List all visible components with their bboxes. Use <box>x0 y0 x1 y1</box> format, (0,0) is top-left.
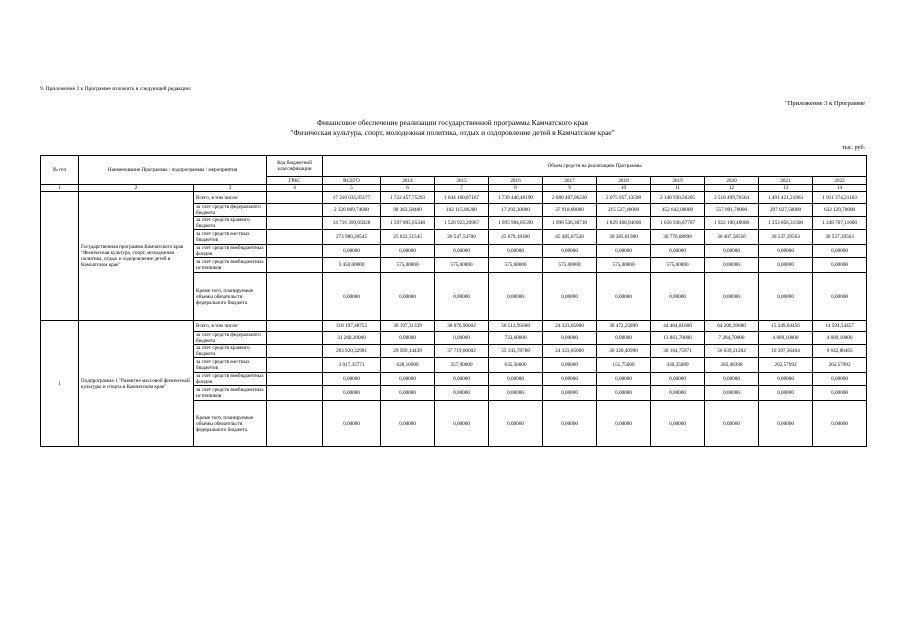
header-grbs: ГРБС <box>267 177 323 185</box>
amount-cell: 24 323,65000 <box>543 321 597 332</box>
amount-cell: 15 349,04456 <box>759 321 813 332</box>
amount-cell: 64 206,39680 <box>705 321 759 332</box>
grbs-cell <box>267 321 323 332</box>
amount-cell: 0,00000 <box>489 386 543 401</box>
amount-cell: 1 829 468,94698 <box>597 217 651 230</box>
column-index: 13 <box>759 185 813 192</box>
amount-cell: 4 689,10000 <box>813 332 867 345</box>
amount-cell: 0,00000 <box>435 401 489 447</box>
amount-cell: 0,00000 <box>597 245 651 258</box>
amount-cell: 0,00000 <box>381 373 435 386</box>
amount-cell: 31 260,20000 <box>323 332 381 345</box>
funding-source-label: за счет средств федерального бюджета <box>194 204 267 217</box>
amount-cell: 24 323,65000 <box>543 345 597 358</box>
amount-cell: 13 863,70000 <box>651 332 705 345</box>
amount-cell: 30 537,39563 <box>813 230 867 245</box>
header-year: 2016 <box>489 177 543 185</box>
column-index: 10 <box>597 185 651 192</box>
amount-cell: 0,00000 <box>323 401 381 447</box>
amount-cell: 0,00000 <box>381 273 435 321</box>
grbs-cell <box>267 386 323 401</box>
amount-cell: 1 520 923,20967 <box>435 217 489 230</box>
header-num: № п/п <box>41 156 79 185</box>
subprogram-name: Подпрограмма 1 "Развитие массовой физической культуры и спорта в Камчатском крае" <box>79 321 194 447</box>
amount-cell: 0,00000 <box>705 401 759 447</box>
amount-cell: 0,00000 <box>435 373 489 386</box>
grbs-cell <box>267 373 323 386</box>
amount-cell: 0,00000 <box>489 401 543 447</box>
amount-cell: 10 397,36464 <box>759 345 813 358</box>
header-volume: Объем средств на реализацию Программы <box>323 156 867 177</box>
amount-cell: 55 143,78788 <box>489 345 543 358</box>
amount-cell: 30 385,81900 <box>597 230 651 245</box>
document-title: Финансовое обеспечение реализации государственной программы Камчатского края <box>317 118 588 127</box>
amount-cell: 7 284,70000 <box>705 332 759 345</box>
amount-cell: 0,00000 <box>813 373 867 386</box>
amount-cell: 0,00000 <box>489 245 543 258</box>
column-index: 11 <box>651 185 705 192</box>
amount-cell: 0,00000 <box>435 386 489 401</box>
funding-source-label: Всего, в том числе: <box>194 192 267 204</box>
amount-cell: 0,00000 <box>597 386 651 401</box>
header-total: ВСЕГО <box>323 177 381 185</box>
amount-cell: 44 464,81660 <box>651 321 705 332</box>
column-index: 8 <box>489 185 543 192</box>
amount-cell: 436,35689 <box>651 358 705 373</box>
funding-source-label: Кроме того, планируемые объемы обязательств федерального бюджета <box>194 401 267 447</box>
amount-cell: 30 776,08898 <box>651 230 705 245</box>
header-year: 2021 <box>759 177 813 185</box>
grbs-cell <box>267 192 323 204</box>
amount-cell: 37 910,00000 <box>543 204 597 217</box>
funding-source-label: за счет средств местных бюджетов <box>194 230 267 245</box>
grbs-cell <box>267 230 323 245</box>
amount-cell: 0,00000 <box>759 245 813 258</box>
amount-cell: 0,00000 <box>705 258 759 273</box>
amount-cell: 0,00000 <box>759 386 813 401</box>
header-year: 2018 <box>597 177 651 185</box>
amount-cell: 2 075 957,13598 <box>597 192 651 204</box>
funding-source-label: за счет средств внебюджетных источников <box>194 258 267 273</box>
amount-cell: 0,00000 <box>651 273 705 321</box>
amount-cell: 0,00000 <box>543 273 597 321</box>
amount-cell: 1 644 160,87167 <box>435 192 489 204</box>
amount-cell: 0,00000 <box>323 273 381 321</box>
header-year: 2020 <box>705 177 759 185</box>
amount-cell: 45 485,67520 <box>543 230 597 245</box>
amount-cell: 0,00000 <box>543 386 597 401</box>
amount-cell: 56 512,95668 <box>489 321 543 332</box>
amount-cell: 0,00000 <box>381 386 435 401</box>
amount-cell: 215 527,40000 <box>597 204 651 217</box>
amount-cell: 0,00000 <box>381 332 435 345</box>
header-year: 2022 <box>813 177 867 185</box>
amount-cell: 17 292,30000 <box>489 204 543 217</box>
amount-cell: 0,00000 <box>597 401 651 447</box>
amount-cell: 9 642,86465 <box>813 345 867 358</box>
amount-cell: 0,00000 <box>597 332 651 345</box>
amount-cell: 56 639,21282 <box>705 345 759 358</box>
amount-cell: 1 491 421,21063 <box>759 192 813 204</box>
grbs-cell <box>267 345 323 358</box>
amount-cell: 0,00000 <box>323 386 381 401</box>
amount-cell: 0,00000 <box>435 245 489 258</box>
grbs-cell <box>267 273 323 321</box>
header-year: 2017 <box>543 177 597 185</box>
amount-cell: 357,90000 <box>435 358 489 373</box>
amount-cell: 283 920,32981 <box>323 345 381 358</box>
amount-cell: 0,00000 <box>813 386 867 401</box>
header-year: 2019 <box>651 177 705 185</box>
amount-cell: 0,00000 <box>759 273 813 321</box>
program-name: Государственная программа Камчатского края "Физическая культура, спорт, молодежная политика, отдых и оздоровление детей в Камчатском крае" <box>79 192 194 321</box>
amount-cell: 0,00000 <box>543 245 597 258</box>
amount-cell: 102 115,06200 <box>435 204 489 217</box>
grbs-cell <box>267 358 323 373</box>
amount-cell: 29 569,14439 <box>381 345 435 358</box>
amount-cell: 0,00000 <box>759 258 813 273</box>
financing-table <box>40 155 867 447</box>
column-index: 6 <box>381 185 435 192</box>
amount-cell: 557 991,70000 <box>705 204 759 217</box>
grbs-cell <box>267 401 323 447</box>
amount-cell: 3 450,00000 <box>323 258 381 273</box>
amount-cell: 575,00000 <box>597 258 651 273</box>
amount-cell: 1 656 936,87707 <box>651 217 705 230</box>
grbs-cell <box>267 245 323 258</box>
amount-cell: 1 911 374,21163 <box>813 192 867 204</box>
funding-source-label: за счет средств внебюджетных источников <box>194 386 267 401</box>
amount-cell: 0,00000 <box>651 373 705 386</box>
funding-source-label: за счет средств краевого бюджета <box>194 345 267 358</box>
column-index: 5 <box>323 185 381 192</box>
amount-cell: 273 980,20545 <box>323 230 381 245</box>
amount-cell: 14 594,54457 <box>813 321 867 332</box>
amount-cell: 262,57992 <box>813 358 867 373</box>
amount-cell: 1 248 707,11600 <box>813 217 867 230</box>
column-index: 4 <box>267 185 323 192</box>
table-row <box>41 192 867 204</box>
header-name: Наименование Программы / подпрограммы / мероприятия <box>79 156 267 185</box>
subprogram-number: 1 <box>41 321 79 447</box>
amount-cell: 1 597 895,65348 <box>381 217 435 230</box>
amount-cell: 0,00000 <box>543 373 597 386</box>
amount-cell: 14 716 399,05028 <box>323 217 381 230</box>
amount-cell: 2 140 930,56205 <box>651 192 705 204</box>
amount-cell: 1 253 856,31500 <box>759 217 813 230</box>
amount-cell: 151,75000 <box>597 358 651 373</box>
program-number <box>41 192 79 321</box>
amount-cell: 0,00000 <box>759 401 813 447</box>
header-year: 2014 <box>381 177 435 185</box>
amount-cell: 37 719,00602 <box>435 345 489 358</box>
amount-cell: 0,00000 <box>543 332 597 345</box>
header-year: 2015 <box>435 177 489 185</box>
amount-cell: 0,00000 <box>597 373 651 386</box>
amount-cell: 0,00000 <box>813 273 867 321</box>
amount-cell: 20 547,54700 <box>435 230 489 245</box>
amount-cell: 575,00000 <box>489 258 543 273</box>
amount-cell: 207 027,50000 <box>759 204 813 217</box>
grbs-cell <box>267 332 323 345</box>
amount-cell: 632 129,70000 <box>813 204 867 217</box>
amount-cell: 2 510 499,76564 <box>705 192 759 204</box>
grbs-cell <box>267 217 323 230</box>
amount-cell: 0,00000 <box>489 373 543 386</box>
amount-cell: 0,00000 <box>435 332 489 345</box>
amount-cell: 575,00000 <box>435 258 489 273</box>
amount-cell: 0,00000 <box>759 373 813 386</box>
amount-cell: 30 197,31339 <box>381 321 435 332</box>
amount-cell: 0,00000 <box>323 245 381 258</box>
amount-cell: 1 922 100,48008 <box>705 217 759 230</box>
amount-cell: 0,00000 <box>323 373 381 386</box>
amount-cell: 25 623,51545 <box>381 230 435 245</box>
amount-cell: 25 679,18300 <box>489 230 543 245</box>
funding-source-label: Всего, в том числе: <box>194 321 267 332</box>
column-index: 12 <box>705 185 759 192</box>
amount-cell: 0,00000 <box>543 358 597 373</box>
amount-cell: 0,00000 <box>705 386 759 401</box>
amount-cell: 0,00000 <box>543 401 597 447</box>
unit-label: тыс. руб. <box>842 145 865 151</box>
amount-cell: 17 310 635,95177 <box>323 192 381 204</box>
amount-cell: 0,00000 <box>813 258 867 273</box>
amount-cell: 30 407,58556 <box>705 230 759 245</box>
amount-cell: 0,00000 <box>813 245 867 258</box>
amount-cell: 4 689,10000 <box>759 332 813 345</box>
amount-cell: 282,48398 <box>705 358 759 373</box>
amount-cell: 0,00000 <box>705 245 759 258</box>
funding-source-label: Кроме того, планируемые объемы обязательств федерального бюджета <box>194 273 267 321</box>
amount-cell: 0,00000 <box>381 245 435 258</box>
amount-cell: 1 996 536,38710 <box>543 217 597 230</box>
header-code: Код бюджетной классификации <box>267 156 323 177</box>
grbs-cell <box>267 204 323 217</box>
column-index: 14 <box>813 185 867 192</box>
amount-cell: 0,00000 <box>381 401 435 447</box>
column-index: 2 <box>79 185 194 192</box>
funding-source-label: за счет средств федерального бюджета <box>194 332 267 345</box>
amount-cell: 0,00000 <box>651 401 705 447</box>
funding-source-label: за счет средств внебюджетных фондов <box>194 373 267 386</box>
amount-cell: 318 197,48752 <box>323 321 381 332</box>
column-index: 7 <box>435 185 489 192</box>
amount-cell: 0,00000 <box>813 401 867 447</box>
amount-cell: 0,00000 <box>705 273 759 321</box>
amount-cell: 30 472,25890 <box>597 321 651 332</box>
column-index: 9 <box>543 185 597 192</box>
amount-cell: 98 363,58400 <box>381 204 435 217</box>
amount-cell: 2 320 809,74600 <box>323 204 381 217</box>
funding-source-label: за счет средств краевого бюджета <box>194 217 267 230</box>
table-row <box>41 321 867 332</box>
amount-cell: 30 537,39563 <box>759 230 813 245</box>
column-index: 1 <box>41 185 79 192</box>
amount-cell: 1 739 440,40190 <box>489 192 543 204</box>
amount-cell: 635,56000 <box>489 358 543 373</box>
amount-cell: 0,00000 <box>651 386 705 401</box>
amount-cell: 262,57992 <box>759 358 813 373</box>
amount-cell: 0,00000 <box>651 245 705 258</box>
amount-cell: 1 695 984,05590 <box>489 217 543 230</box>
amount-cell: 0,00000 <box>597 273 651 321</box>
column-index: 3 <box>194 185 267 192</box>
document-subtitle: "Физическая культура, спорт, молодежная политика, отдых и оздоровление детей в Камчатском крае" <box>290 128 615 137</box>
amount-cell: 38 076,90602 <box>435 321 489 332</box>
intro-text: 9. Приложение 3 к Программе изложить в следующей редакции: <box>40 86 192 92</box>
amount-cell: 30 164,75971 <box>651 345 705 358</box>
amount-cell: 575,00000 <box>381 258 435 273</box>
annex-label: "Приложение 3 к Программе <box>785 100 865 107</box>
funding-source-label: за счет средств местных бюджетов <box>194 358 267 373</box>
amount-cell: 575,00000 <box>543 258 597 273</box>
amount-cell: 2 080 407,06230 <box>543 192 597 204</box>
amount-cell: 0,00000 <box>489 273 543 321</box>
amount-cell: 30 320,40990 <box>597 345 651 358</box>
amount-cell: 3 017,35771 <box>323 358 381 373</box>
amount-cell: 575,00000 <box>651 258 705 273</box>
amount-cell: 452 642,00000 <box>651 204 705 217</box>
grbs-cell <box>267 258 323 273</box>
amount-cell: 628,16900 <box>381 358 435 373</box>
amount-cell: 733,60000 <box>489 332 543 345</box>
amount-cell: 0,00000 <box>705 373 759 386</box>
funding-source-label: за счет средств внебюджетных фондов <box>194 245 267 258</box>
amount-cell: 0,00000 <box>435 273 489 321</box>
amount-cell: 1 722 457,75293 <box>381 192 435 204</box>
